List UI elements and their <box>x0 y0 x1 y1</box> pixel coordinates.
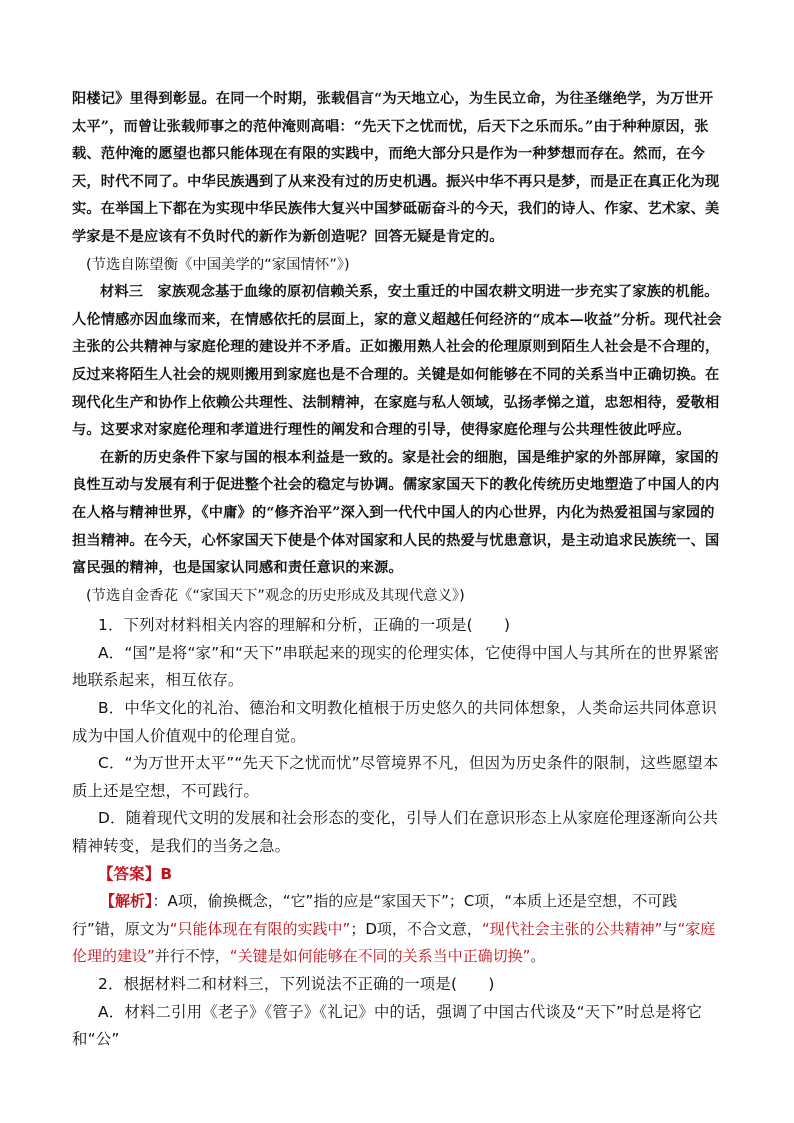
explanation-text: 。 <box>530 947 546 966</box>
question-1-option-b: B．中华文化的礼治、德治和文明教化植根于历史悠久的共同体想象，人类命运共同体意识成为中国人价值观中的伦理自觉。 <box>72 699 717 745</box>
question-1-stem: 1．下列对材料相关内容的理解和分析，正确的一项是( ) <box>98 616 511 635</box>
question-2-stem: 2．根据材料二和材料三，下列说法不正确的一项是( ) <box>98 975 495 993</box>
explanation-label: 【解析】 <box>100 892 153 911</box>
passage-intro-paragraph: 阳楼记》里得到彰显。在同一个时期，张载倡言“为天地立心，为生民立命，为往圣继绝学，为万世开太平”，而曾让张载师事之的范仲淹则高唱：“先天下之忧而忧，后天下之乐而乐。”由于种种原因，张载、范仲淹的愿望也都只能体现在有限的实践中，而绝大部分只是作为一种梦想而存在。然而，在今天，时代不同了。中华民族遇到了从来没有过的历史机遇。振兴中华不再只是梦，而是正在真正化为现实。在举国上下都在为实现中华民族伟大复兴中国梦砥砺奋斗的今天，我们的诗人、作家、艺术家、美学家是不是应该有不负时代的新作为新创造呢？回答无疑是肯定的。 <box>72 91 720 245</box>
material-3-paragraph-1: 材料三 家族观念基于血缘的原初信赖关系，安土重迁的中国农耕文明进一步充实了家族的机能。人伦情感亦因血缘而来，在情感依托的层面上，家的意义超越任何经济的“成本—收益”分析。现代社会主张的公共精神与家庭伦理的建设并不矛盾。正如搬用熟人社会的伦理原则到陌生人社会是不合理的，反过来将陌生人社会的规则搬用到家庭也是不合理的。关键是如何能够在不同的关系当中正确切换。在现代化生产和协作上依赖公共理性、法制精神，在家庭与私人领域，弘扬孝悌之道，忠恕相待，爱敬相与。这要求对家庭伦理和孝道进行理性的阐发和合理的引导，使得家庭伦理与公共理性彼此呼应。 <box>72 284 722 439</box>
material-3-paragraph-2: 在新的历史条件下家与国的根本利益是一致的。家是社会的细胞，国是维护家的外部屏障，家国的良性互动与发展有利于促进整个社会的稳定与协调。儒家家国天下的教化传统历史地塑造了中国人的内在人格与精神世界，《中庸》的“修齐治平”深入到一代代中国人的内心世界，内化为热爱祖国与家园的担当精神。在今天，心怀家国天下使是个体对国家和人民的热爱与忧患意识，是主动追求民族统一、国富民强的精神，也是国家认同感和责任意识的来源。 <box>72 449 720 577</box>
explanation-text: ；D项，不合文意， <box>350 919 482 938</box>
question-2-option-a: A．材料二引用《老子》《管子》《礼记》中的话，强调了中国古代谈及“天下”时总是将它和“公” <box>72 1002 703 1049</box>
answer-value: B <box>160 864 173 883</box>
explanation-quote: “关键是如何能够在不同的关系当中正确切换” <box>229 947 531 966</box>
question-1-option-a: A．“国”是将“家”和“天下”串联起来的现实的伦理实体，它使得中国人与其所在的世界紧密地联系起来，相互依存。 <box>72 643 720 690</box>
answer-line <box>72 861 724 889</box>
explanation-quote: “只能体现在有限的实践中” <box>169 919 351 938</box>
answer-label: 【答案】 <box>98 864 161 883</box>
explanation-quote: “现代社会主张的公共精神” <box>481 919 663 938</box>
explanation-text: 与 <box>662 919 678 938</box>
explanation-text: ：A项，偷换概念，“它”指的应是“家国天下”；C项，“本质上还是空想，不可践行”错，原文为 <box>72 892 678 938</box>
document-page <box>72 86 724 1054</box>
explanation-quote: “家庭伦理的建设” <box>72 919 716 966</box>
explanation-paragraph <box>72 888 724 971</box>
question-1-option-c: C．“为万世开太平”“先天下之忧而忧”尽管境界不凡，但因为历史条件的限制，这些愿望本质上还是空想，不可践行。 <box>72 754 719 800</box>
question-1-option-d: D．随着现代文明的发展和社会形态的变化，引导人们在意识形态上从家庭伦理逐渐向公共精神转变，是我们的当务之急。 <box>72 809 719 856</box>
explanation-text: 并行不悖， <box>154 947 230 966</box>
source-citation-2: (节选自金香花《“家国天下”观念的历史形成及其现代意义》) <box>86 587 465 604</box>
source-citation-1: (节选自陈望衡《中国美学的“家国情怀”》) <box>86 256 350 273</box>
